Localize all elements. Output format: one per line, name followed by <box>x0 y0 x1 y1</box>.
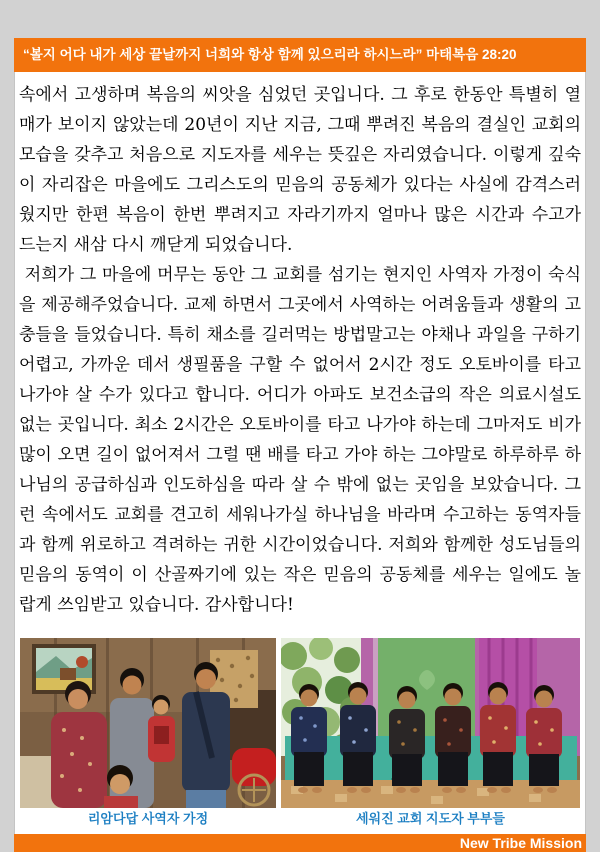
footer-bar <box>14 834 586 852</box>
verse-banner <box>14 38 586 72</box>
church-leaders-photo-graphic <box>281 638 580 808</box>
caption-row <box>15 808 585 834</box>
worker-family-photo <box>20 638 276 808</box>
newsletter-body <box>14 72 586 834</box>
photo-row <box>15 638 585 808</box>
church-leaders-photo <box>281 638 580 808</box>
verse-text: “볼지 어다 내가 세상 끝날까지 너희와 항상 함께 있으리라 하시느라” 마태복음 28:20 <box>23 47 517 62</box>
photo-caption-left: 리암다답 사역자 가정 <box>87 811 209 826</box>
photo-caption-right: 세워진 교회 지도자 부부들 <box>356 811 505 826</box>
worker-family-photo-graphic <box>20 638 276 808</box>
organization-name: New Tribe Mission <box>459 835 582 851</box>
body-paragraph-1: 속에서 고생하며 복음의 씨앗을 심었던 곳입니다. 그 후로 한동안 특별히 열매가 보이지 않았는데 20년이 지난 지금, 그때 뿌려진 복음의 결실인 교회의 모습을 갖추고 처음으로 지도자를 세우는 뜻깊은 자리였습니다. 이렇게 깊숙이 자리잡은 마을에도 그리스도의 믿음의 공동체가 있다는 사실에 감격스러웠지만 한편 복음이 한번 뿌려지고 자라기까지 얼마나 많은 시간과 수고가 드는지 새삼 다시 깨닫게 되었습니다. <box>19 85 581 255</box>
newsletter-card <box>14 38 586 852</box>
body-paragraph-2: 저희가 그 마을에 머무는 동안 그 교회를 섬기는 현지인 사역자 가정이 숙식을 제공해주었습니다. 교제 하면서 그곳에서 사역하는 어려움들과 생활의 고충들을 들었습니다. 특히 채소를 길러먹는 방법말고는 야채나 과일을 구하기 어렵고, 가까운 데서 생필품을 구할 수 없어서 2시간 정도 오토바이를 타고 나가야 살 수가 있다고 합니다. 어디가 아파도 보건소급의 작은 의료시설도 없는 곳입니다. 최소 2시간은 오토바이를 타고 나가야 하는데 그마저도 비가 많이 오면 길이 없어져서 그럴 땐 배를 타고 가야 하는 그야말로 하루하루 하나님의 공급하심과 인도하심을 따라 살 수 밖에 없는 곳임을 보았습니다. 그런 속에서도 교회를 견고히 세워나가실 하나님을 바라며 수고하는 동역자들과 함께 위로하고 격려하는 귀한 시간이었습니다. 저희와 함께한 성도님들의 믿음의 동역이 이 산골짜기에 있는 작은 믿음의 공동체를 세우는 일에도 놀랍게 쓰임받고 있습니다. 감사합니다! <box>19 265 581 615</box>
